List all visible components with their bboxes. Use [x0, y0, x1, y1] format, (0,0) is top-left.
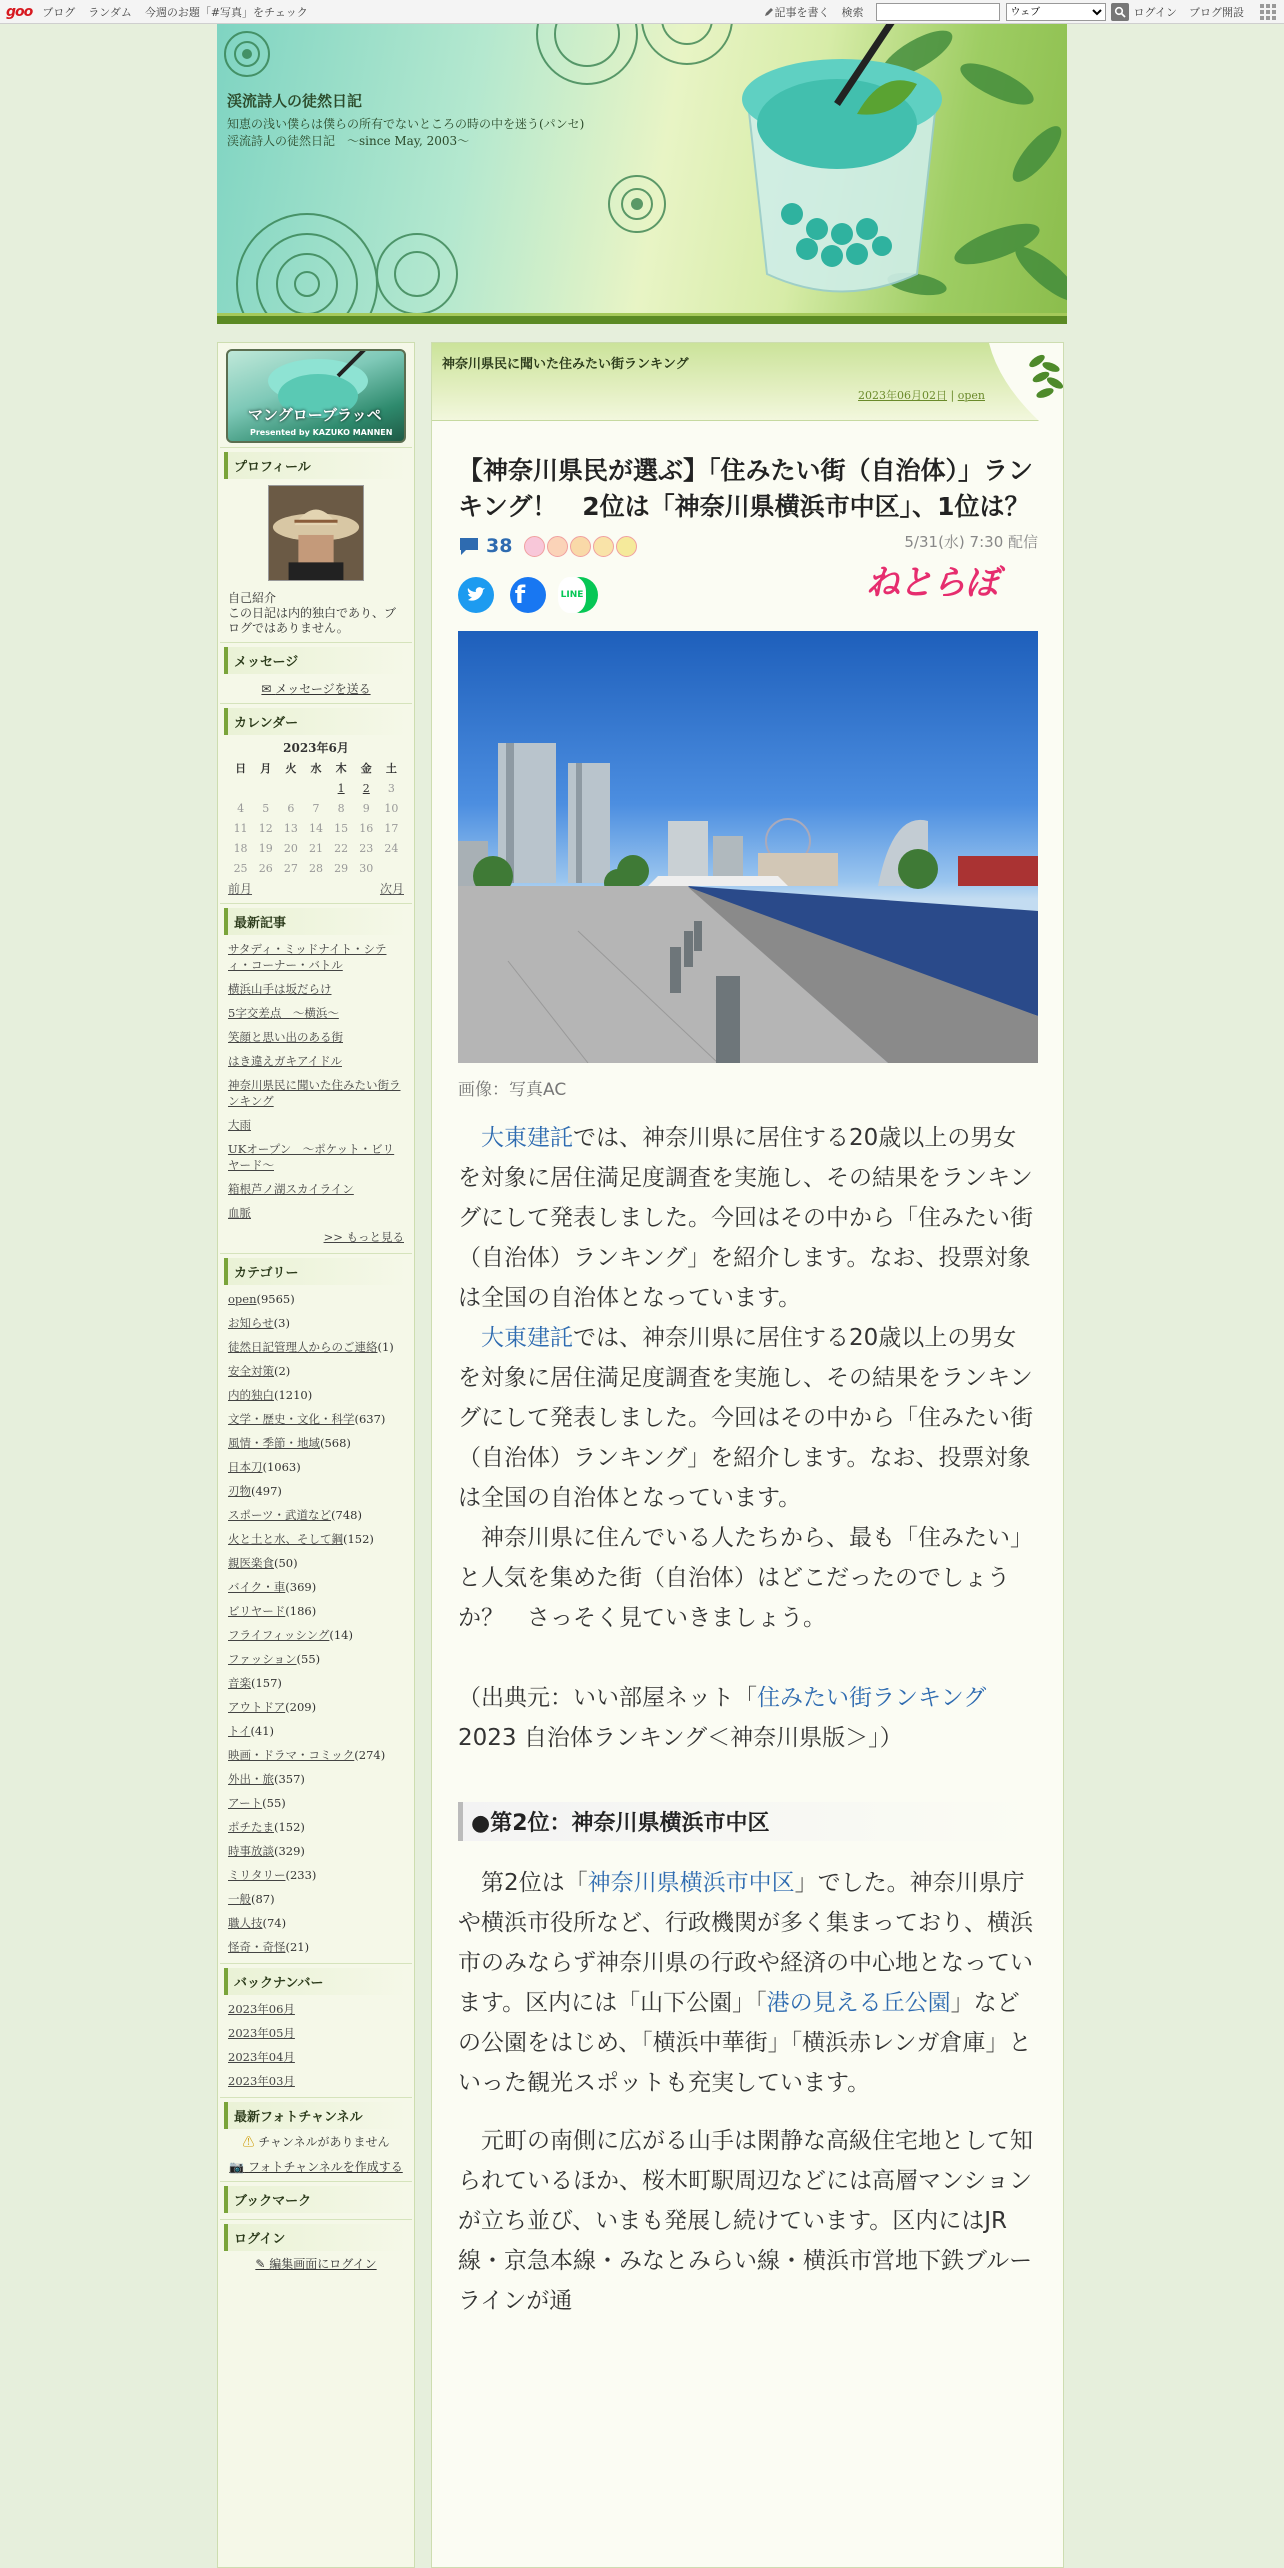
recent-section — [220, 903, 412, 1245]
search-button[interactable] — [1111, 3, 1129, 21]
category-item — [228, 1459, 404, 1475]
mail-icon: ✉ — [261, 682, 272, 696]
bookmark-section — [220, 2181, 412, 2213]
category-item — [228, 1603, 404, 1619]
weekday-tue: 火 — [285, 761, 297, 775]
banner-title: マングローブラッペ — [248, 406, 382, 424]
calendar-day: 5 — [262, 801, 270, 815]
category-link[interactable]: ポチたま — [228, 1820, 274, 1834]
main-content — [431, 342, 1064, 2568]
category-count: (87) — [251, 1892, 275, 1906]
paragraph-1-text: では、神奈川県に居住する20歳以上の男女を対象に居住満足度調査を実施し、その結果をランキングにして発表しました。今回はその中から「住みたい街（自治体）ランキング」を紹介します。なお、投票対象は全国の自治体となっています。 — [458, 1125, 1033, 1311]
category-item — [228, 1843, 404, 1859]
calendar-heading: カレンダー — [224, 708, 408, 735]
weekday-wed: 水 — [310, 761, 322, 775]
comment-count-button[interactable] — [458, 535, 639, 557]
rank2-prefix: 第2位は「 — [481, 1870, 588, 1896]
recent-article-link[interactable]: サタディ・ミッドナイト・シティ・コーナー・バトル — [228, 942, 387, 972]
category-count: (748) — [331, 1508, 362, 1522]
category-item — [228, 1627, 404, 1643]
calendar-day: 23 — [359, 841, 374, 855]
recent-article-link[interactable]: 大雨 — [228, 1118, 251, 1132]
comment-icon — [458, 536, 480, 556]
toolbar-link-blog[interactable]: ブログ — [42, 6, 76, 19]
backnumber-link[interactable]: 2023年03月 — [228, 2074, 295, 2088]
calendar-prev-link[interactable]: 前月 — [228, 882, 253, 896]
calendar-day: 10 — [384, 801, 399, 815]
profile-heading: プロフィール — [224, 452, 408, 479]
category-link[interactable]: 外出・旅 — [228, 1772, 274, 1786]
calendar-day: 30 — [359, 861, 374, 875]
category-link[interactable]: ビリヤード — [228, 1604, 286, 1618]
calendar-day — [379, 858, 404, 878]
calendar-day: 14 — [308, 821, 323, 835]
warning-icon: ⚠ — [242, 2135, 255, 2149]
search-scope-select[interactable] — [1006, 3, 1106, 21]
category-link[interactable]: 時事放談 — [228, 1844, 274, 1858]
netorabo-logo: ねとらぼ — [866, 563, 998, 603]
category-item — [228, 1723, 404, 1739]
category-link[interactable]: 徒然日記管理人からのご連絡 — [228, 1340, 378, 1354]
backnumber-heading: バックナンバー — [224, 1968, 408, 1995]
category-item — [228, 1363, 404, 1379]
category-count: (9565) — [256, 1292, 295, 1306]
category-count: (152) — [274, 1820, 305, 1834]
recent-article-link[interactable]: UKオープン 〜ポケット・ビリヤード〜 — [228, 1142, 395, 1172]
recent-more-link[interactable]: >> もっと見る — [323, 1230, 404, 1244]
calendar-day: 13 — [283, 821, 298, 835]
category-item — [228, 1483, 404, 1499]
calendar-day-link[interactable]: 1 — [337, 781, 345, 795]
category-count: (157) — [251, 1676, 282, 1690]
login-heading: ログイン — [224, 2224, 408, 2251]
category-count: (357) — [274, 1772, 305, 1786]
header-ornament-image — [217, 24, 1067, 324]
photo-caption: 画像：写真AC — [458, 1080, 567, 1100]
category-count: (55) — [296, 1652, 321, 1666]
blog-title[interactable]: 渓流詩人の徒然日記 — [227, 92, 363, 110]
facebook-share-button[interactable] — [510, 577, 546, 613]
naka-ward-link[interactable]: 神奈川県横浜市中区 — [587, 1870, 795, 1896]
article-photo — [458, 631, 1038, 1063]
daito-kentaku-link[interactable]: 大東建託 — [481, 1325, 573, 1351]
backnumber-link[interactable]: 2023年05月 — [228, 2026, 295, 2040]
calendar-day: 4 — [237, 801, 245, 815]
calendar-day — [228, 778, 253, 798]
source-paragraph — [458, 1678, 1038, 1758]
goo-logo[interactable]: goo — [6, 4, 33, 20]
search-label: 検索 — [841, 6, 864, 19]
entry-title[interactable]: 神奈川県民に聞いた住みたい街ランキング — [442, 357, 689, 372]
category-count: (637) — [354, 1412, 386, 1426]
category-count: (233) — [285, 1868, 317, 1882]
category-count: (152) — [343, 1532, 374, 1546]
goo-toolbar — [0, 0, 1284, 24]
twitter-icon — [466, 586, 486, 604]
pencil-icon: ✎ — [255, 2257, 266, 2271]
category-link[interactable]: 火と土と水、そして鋼 — [228, 1532, 343, 1546]
calendar-day: 8 — [337, 801, 345, 815]
calendar-day: 12 — [258, 821, 273, 835]
category-count: (497) — [251, 1484, 282, 1498]
toolbar-link-theme[interactable]: 今週のお題「#写真」をチェック — [144, 6, 308, 19]
category-link[interactable]: バイク・車 — [228, 1580, 286, 1594]
recent-article-link[interactable]: 神奈川県民に聞いた住みたい街ランキング — [228, 1078, 401, 1108]
profile-intro-label: 自己紹介 — [228, 591, 277, 605]
yokohama-cityscape-image — [458, 631, 1038, 1063]
calendar-day: 21 — [308, 841, 323, 855]
twitter-share-button[interactable] — [458, 577, 494, 613]
profile-section — [220, 447, 412, 636]
message-section — [220, 642, 412, 697]
section-heading-rank2: ●第2位：神奈川県横浜市中区 — [458, 1802, 1038, 1841]
category-item — [228, 1435, 404, 1451]
photo-channel-none: チャンネルがありません — [258, 2135, 390, 2149]
category-link[interactable]: ミリタリー — [228, 1868, 286, 1882]
category-count: (209) — [285, 1700, 317, 1714]
minato-mieru-oka-park-link[interactable]: 港の見える丘公園 — [766, 1990, 951, 2016]
category-item — [228, 1531, 404, 1547]
category-item — [228, 1675, 404, 1691]
rank2-paragraph — [458, 1863, 1038, 2103]
category-count: (55) — [262, 1796, 286, 1810]
reaction-face-icon — [616, 536, 637, 557]
calendar-day: 25 — [233, 861, 248, 875]
banner-subtitle: Presented by KAZUKO MANNEN — [250, 428, 393, 437]
category-item — [228, 1387, 404, 1403]
category-link[interactable]: アート — [228, 1796, 263, 1810]
category-link[interactable]: open — [228, 1292, 257, 1306]
comment-count: 38 — [486, 535, 513, 557]
calendar-day: 18 — [233, 841, 248, 855]
reaction-face-icon — [570, 536, 591, 557]
category-item — [228, 1315, 404, 1331]
reaction-faces[interactable] — [524, 536, 639, 557]
calendar-day — [278, 778, 303, 798]
category-link[interactable]: 音楽 — [228, 1676, 251, 1690]
entry-header — [432, 343, 1063, 421]
login-section — [220, 2219, 412, 2272]
weekday-sun: 日 — [235, 761, 247, 775]
entry-body — [458, 453, 1038, 2321]
apps-grid-icon[interactable] — [1260, 4, 1276, 20]
calendar-day: 7 — [312, 801, 320, 815]
calendar-day: 6 — [287, 801, 295, 815]
category-link[interactable]: 映画・ドラマ・コミック — [228, 1748, 355, 1762]
blog-description: 知恵の浅い僕らは僕らの所有でないところの時の中を迷う(パンセ) 渓流詩人の徒然日記 ～since May, 2003～ — [227, 117, 597, 148]
category-item — [228, 1747, 404, 1763]
category-count: (369) — [285, 1580, 317, 1594]
category-count: (1210) — [274, 1388, 313, 1402]
paragraph-1 — [458, 1118, 1038, 1318]
entry-category-link[interactable]: open — [957, 389, 985, 402]
category-count: (3) — [273, 1316, 290, 1330]
category-link[interactable]: 怪奇・奇怪 — [228, 1940, 286, 1954]
reaction-face-icon — [524, 536, 545, 557]
open-blog-link[interactable]: ブログ開設 — [1189, 6, 1244, 19]
category-count: (21) — [285, 1940, 310, 1954]
recent-article-link[interactable]: 血脈 — [228, 1206, 251, 1220]
calendar-day: 28 — [308, 861, 323, 875]
category-item — [228, 1891, 404, 1907]
calendar-month: 2023年6月 — [283, 741, 349, 755]
category-section — [220, 1253, 412, 1955]
line-icon: LINE — [558, 577, 587, 613]
blog-header — [217, 24, 1067, 324]
category-count: (186) — [285, 1604, 317, 1618]
header-bar — [217, 313, 1067, 324]
recent-article-link[interactable]: 横浜山手は坂だらけ — [228, 982, 332, 996]
mangrove-banner[interactable] — [226, 349, 406, 443]
category-link[interactable]: 親医楽食 — [228, 1556, 274, 1570]
calendar-next-link[interactable]: 次月 — [379, 882, 404, 896]
backnumber-section — [220, 1963, 412, 2089]
photo-channel-section — [220, 2097, 412, 2175]
calendar-day: 29 — [334, 861, 349, 875]
rank2-suffix: 」などの公園をはじめ、「横浜中華街」「横浜赤レンガ倉庫」といった観光スポットも充実しています。 — [458, 1990, 1032, 2096]
category-count: (274) — [354, 1748, 386, 1762]
calendar-table — [228, 758, 404, 878]
weekday-sat: 土 — [385, 761, 397, 775]
source-prefix: （出典元：いい部屋ネット「 — [458, 1685, 757, 1711]
weekday-thu: 木 — [335, 761, 347, 775]
calendar-day: 9 — [362, 801, 370, 815]
category-count: (2) — [274, 1364, 291, 1378]
category-item — [228, 1867, 404, 1883]
category-link[interactable]: フライフィッシング — [228, 1628, 330, 1642]
calendar-day: 24 — [384, 841, 399, 855]
toolbar-link-random[interactable]: ランダム — [88, 6, 132, 19]
recent-article-link[interactable]: 5字交差点 〜横浜〜 — [228, 1006, 339, 1020]
recent-heading: 最新記事 — [224, 908, 408, 935]
reaction-face-icon — [593, 536, 614, 557]
category-count: (1) — [377, 1340, 394, 1354]
backnumber-link[interactable]: 2023年06月 — [228, 2002, 295, 2016]
recent-article-link[interactable]: はき違えガキアイドル — [228, 1054, 342, 1068]
category-item — [228, 1339, 404, 1355]
category-link[interactable]: 安全対策 — [228, 1364, 274, 1378]
category-item — [228, 1579, 404, 1595]
category-item — [228, 1555, 404, 1571]
bookmark-heading: ブックマーク — [224, 2186, 408, 2213]
sidebar — [217, 342, 415, 2568]
facebook-icon: f — [514, 581, 526, 609]
article-title: 【神奈川県民が選ぶ】「住みたい街（自治体）」ランキング！ 2位は「神奈川県横浜市中区」、1位は？ — [458, 456, 1034, 521]
category-link[interactable]: トイ — [228, 1724, 251, 1738]
category-count: (41) — [250, 1724, 275, 1738]
search-input[interactable] — [876, 3, 1000, 21]
send-message-link[interactable] — [220, 680, 412, 697]
edit-login-link[interactable]: 編集画面にログイン — [269, 2257, 377, 2271]
calendar-day: 11 — [233, 821, 248, 835]
calendar-day: 19 — [258, 841, 273, 855]
message-heading: メッセージ — [224, 647, 408, 674]
avatar[interactable] — [268, 485, 364, 581]
category-count: (50) — [274, 1556, 298, 1570]
rank2-mid: 」でした。神奈川県庁や横浜市役所など、行政機関が多く集まっており、横浜市のみならず神奈川県の行政や経済の中心地となっています。区内には「山下公園」「 — [458, 1870, 1033, 2016]
category-heading: カテゴリー — [224, 1258, 408, 1285]
search-icon — [1114, 6, 1126, 18]
category-item — [228, 1795, 404, 1811]
calendar-day-link[interactable]: 2 — [362, 781, 370, 795]
calendar-day: 16 — [359, 821, 374, 835]
calendar-day: 26 — [258, 861, 273, 875]
calendar-day — [253, 778, 278, 798]
reaction-face-icon — [547, 536, 568, 557]
send-message-label: メッセージを送る — [275, 682, 371, 696]
calendar-day: 3 — [387, 781, 395, 795]
publish-time: 5/31(水) 7:30 配信 — [904, 533, 1038, 551]
weekday-mon: 月 — [260, 761, 272, 775]
paragraph-2-text: では、神奈川県に居住する20歳以上の男女を対象に居住満足度調査を実施し、その結果をランキングにして発表しました。今回はその中から「住みたい街（自治体）ランキング」を紹介します。なお、投票対象は全国の自治体となっています。 — [458, 1325, 1033, 1511]
category-count: (14) — [329, 1628, 353, 1642]
paragraph-3: 神奈川県に住んでいる人たちから、最も「住みたい」と人気を集めた街（自治体）はどこだったのでしょうか？ さっそく見ていきましょう。 — [458, 1525, 1033, 1631]
leaf-ornament-icon — [989, 343, 1063, 421]
category-link[interactable]: 日本刀 — [228, 1460, 263, 1474]
category-link[interactable]: スポーツ・武道など — [228, 1508, 332, 1522]
calendar-day: 17 — [384, 821, 399, 835]
login-link[interactable]: ログイン — [1133, 6, 1177, 19]
category-link[interactable]: 文学・歴史・文化・科学 — [228, 1412, 355, 1426]
photo-channel-heading: 最新フォトチャンネル — [224, 2102, 408, 2129]
pencil-icon — [763, 6, 775, 18]
line-share-button[interactable] — [562, 577, 598, 613]
write-article-button[interactable] — [763, 4, 830, 20]
category-item — [228, 1291, 404, 1307]
category-item — [228, 1699, 404, 1715]
ranking-source-link[interactable]: 住みたい街ランキング — [757, 1685, 987, 1711]
category-item — [228, 1819, 404, 1835]
daito-kentaku-link[interactable]: 大東建託 — [481, 1125, 573, 1151]
category-link[interactable]: 一般 — [228, 1892, 251, 1906]
calendar-section — [220, 703, 412, 897]
category-item — [228, 1507, 404, 1523]
category-count: (568) — [320, 1436, 351, 1450]
category-item — [228, 1939, 404, 1955]
write-article-label: 記事を書く — [774, 6, 830, 19]
category-item — [228, 1771, 404, 1787]
recent-article-link[interactable]: 箱根芦ノ湖スカイライン — [228, 1182, 354, 1196]
category-count: (329) — [274, 1844, 305, 1858]
weekday-fri: 金 — [360, 761, 372, 775]
category-link[interactable]: 内的独白 — [228, 1388, 274, 1402]
category-link[interactable]: 刃物 — [228, 1484, 251, 1498]
entry-date-link[interactable]: 2023年06月02日 — [858, 389, 948, 402]
backnumber-link[interactable]: 2023年04月 — [228, 2050, 295, 2064]
category-link[interactable]: お知らせ — [228, 1316, 274, 1330]
camera-icon: 📷 — [229, 2160, 245, 2174]
category-item — [228, 1411, 404, 1427]
category-link[interactable]: 職人技 — [228, 1916, 263, 1930]
category-item — [228, 1915, 404, 1931]
calendar-day: 20 — [283, 841, 298, 855]
category-link[interactable]: アウトドア — [228, 1700, 286, 1714]
category-item — [228, 1651, 404, 1667]
calendar-day: 22 — [334, 841, 349, 855]
category-link[interactable]: 風情・季節・地域 — [228, 1436, 320, 1450]
source-suffix: 2023 自治体ランキング＜神奈川県版＞」） — [458, 1725, 903, 1751]
paragraph-2 — [458, 1318, 1038, 1518]
category-count: (74) — [262, 1916, 287, 1930]
calendar-day: 27 — [283, 861, 298, 875]
create-photo-channel-link[interactable]: フォトチャンネルを作成する — [248, 2160, 403, 2174]
profile-intro-text: この日記は内的独白であり、ブログではありません。 — [228, 606, 397, 635]
category-count: (1063) — [262, 1460, 301, 1474]
category-list — [220, 1291, 412, 1955]
entry-meta: 2023年06月02日 | open — [858, 389, 985, 402]
calendar-day — [303, 778, 328, 798]
paragraph-yamate: 元町の南側に広がる山手は閑静な高級住宅地として知られているほか、桜木町駅周辺などには高層マンションが立ち並び、いまも発展し続けています。区内にはJR線・京急本線・みなとみらい線・横浜市営地下鉄ブルーラインが通 — [458, 2128, 1033, 2314]
calendar-day: 15 — [334, 821, 349, 835]
category-link[interactable]: ファッション — [228, 1652, 297, 1666]
recent-article-link[interactable]: 笑顔と思い出のある街 — [228, 1030, 343, 1044]
